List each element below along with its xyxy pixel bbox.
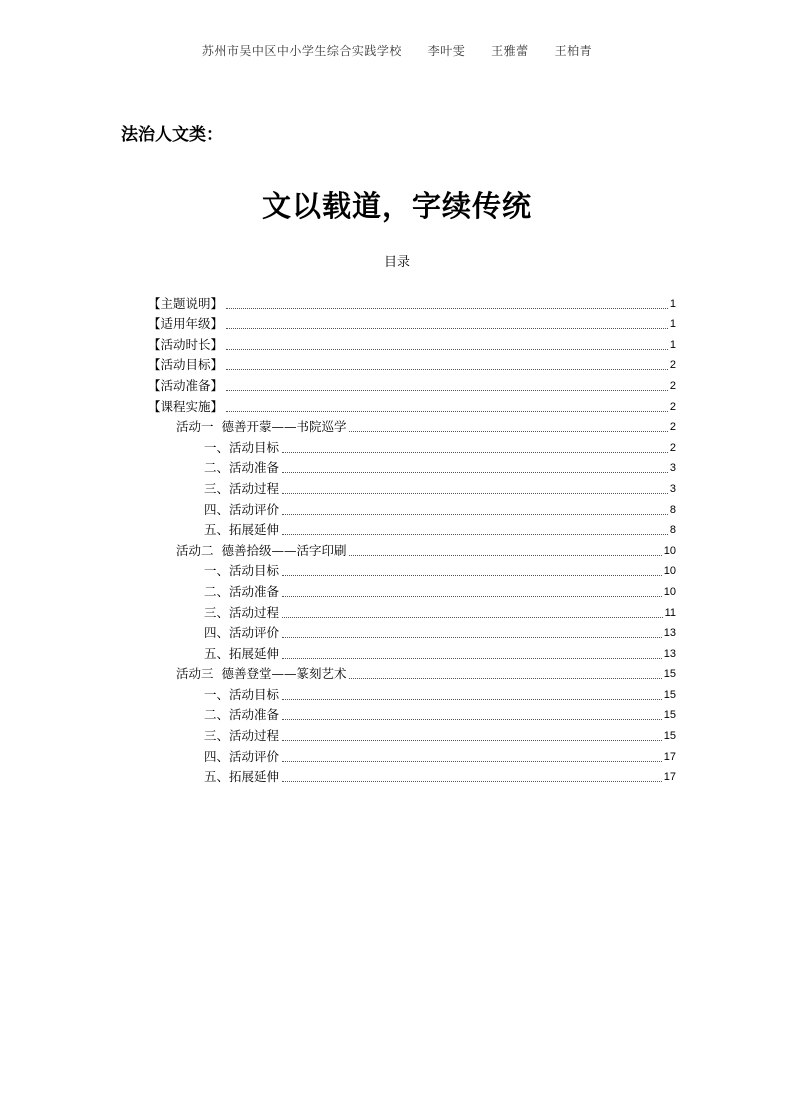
toc-entry-page: 2 xyxy=(669,379,676,392)
toc-entry[interactable] xyxy=(148,354,676,375)
toc-leader-dots xyxy=(226,410,668,412)
toc-entry[interactable] xyxy=(148,642,676,663)
toc-entry-page: 1 xyxy=(669,318,676,331)
toc-entry-page: 1 xyxy=(669,297,676,310)
toc-leader-dots xyxy=(282,780,662,782)
toc-entry[interactable] xyxy=(148,313,676,334)
toc-entry-page: 2 xyxy=(669,359,676,372)
toc-entry[interactable] xyxy=(148,560,676,581)
toc-entry[interactable] xyxy=(148,395,676,416)
toc-leader-dots xyxy=(282,657,662,659)
toc-entry-label: 【活动目标】 xyxy=(148,357,224,373)
toc-leader-dots xyxy=(226,348,668,350)
toc-entry-label: 活动三 德善登堂——篆刻艺术 xyxy=(176,666,347,682)
toc-entry-label: 五、拓展延伸 xyxy=(204,522,280,538)
toc-entry-page: 15 xyxy=(663,709,676,722)
page-header: 苏州市吴中区中小学生综合实践学校 李叶雯 王雅蕾 王柏青 xyxy=(201,44,593,58)
toc-entry[interactable] xyxy=(148,580,676,601)
toc-entry-label: 一、活动目标 xyxy=(204,439,280,455)
toc-entry-page: 8 xyxy=(669,503,676,516)
toc-entry-label: 【活动准备】 xyxy=(148,377,224,393)
toc-leader-dots xyxy=(349,677,661,679)
toc-leader-dots xyxy=(282,471,668,473)
toc-entry[interactable] xyxy=(148,519,676,540)
toc-leader-dots xyxy=(282,513,668,515)
toc-leader-dots xyxy=(282,698,662,700)
toc-leader-dots xyxy=(226,368,668,370)
toc-entry[interactable] xyxy=(148,333,676,354)
toc-leader-dots xyxy=(282,636,662,638)
toc-entry-label: 五、拓展延伸 xyxy=(204,769,280,785)
toc-entry-page: 3 xyxy=(669,482,676,495)
toc-entry[interactable] xyxy=(148,601,676,622)
toc-entry-label: 二、活动准备 xyxy=(204,707,280,723)
toc-entry[interactable] xyxy=(148,704,676,725)
toc-entry[interactable] xyxy=(148,683,676,704)
toc-leader-dots xyxy=(226,389,668,391)
toc-entry-page: 2 xyxy=(669,400,676,413)
toc-entry-page: 1 xyxy=(669,338,676,351)
toc-entry[interactable] xyxy=(148,663,676,684)
toc-entry-label: 三、活动过程 xyxy=(204,728,280,744)
toc-entry-page: 13 xyxy=(663,647,676,660)
table-of-contents xyxy=(148,292,676,786)
toc-entry-label: 五、拓展延伸 xyxy=(204,645,280,661)
toc-leader-dots xyxy=(282,595,662,597)
toc-entry[interactable] xyxy=(148,436,676,457)
toc-entry-page: 10 xyxy=(663,585,676,598)
toc-entry-page: 2 xyxy=(669,421,676,434)
toc-entry[interactable] xyxy=(148,766,676,787)
toc-entry[interactable] xyxy=(148,457,676,478)
toc-leader-dots xyxy=(282,739,662,741)
toc-entry[interactable] xyxy=(148,622,676,643)
toc-leader-dots xyxy=(349,430,667,432)
toc-entry[interactable] xyxy=(148,374,676,395)
category-label: 法治人文类： xyxy=(121,125,223,145)
toc-entry-label: 一、活动目标 xyxy=(204,686,280,702)
toc-entry-label: 二、活动准备 xyxy=(204,583,280,599)
toc-entry-label: 四、活动评价 xyxy=(204,748,280,764)
toc-leader-dots xyxy=(282,760,662,762)
toc-entry-label: 【课程实施】 xyxy=(148,398,224,414)
toc-leader-dots xyxy=(282,616,663,618)
toc-leader-dots xyxy=(282,451,668,453)
toc-entry[interactable] xyxy=(148,477,676,498)
toc-leader-dots xyxy=(282,718,662,720)
toc-entry-page: 15 xyxy=(663,688,676,701)
toc-entry-label: 【适用年级】 xyxy=(148,316,224,332)
toc-entry-page: 10 xyxy=(663,565,676,578)
toc-entry-page: 15 xyxy=(663,730,676,743)
toc-entry-page: 10 xyxy=(663,544,676,557)
toc-entry-label: 【活动时长】 xyxy=(148,336,224,352)
toc-entry-label: 活动一 德善开蒙——书院巡学 xyxy=(176,419,347,435)
toc-entry-label: 三、活动过程 xyxy=(204,480,280,496)
toc-entry-page: 3 xyxy=(669,462,676,475)
toc-leader-dots xyxy=(282,533,668,535)
toc-entry-page: 17 xyxy=(663,750,676,763)
toc-leader-dots xyxy=(226,327,668,329)
toc-entry-page: 17 xyxy=(663,771,676,784)
toc-entry[interactable] xyxy=(148,539,676,560)
toc-entry[interactable] xyxy=(148,416,676,437)
toc-entry[interactable] xyxy=(148,498,676,519)
toc-entry-label: 【主题说明】 xyxy=(148,295,224,311)
toc-leader-dots xyxy=(226,307,668,309)
toc-entry-page: 11 xyxy=(664,606,676,619)
toc-entry-label: 活动二 德善拾级——活字印刷 xyxy=(176,542,347,558)
toc-entry[interactable] xyxy=(148,292,676,313)
toc-entry-label: 四、活动评价 xyxy=(204,501,280,517)
toc-entry[interactable] xyxy=(148,745,676,766)
toc-leader-dots xyxy=(349,554,661,556)
toc-leader-dots xyxy=(282,574,662,576)
toc-entry-label: 二、活动准备 xyxy=(204,460,280,476)
toc-entry-label: 四、活动评价 xyxy=(204,625,280,641)
toc-entry-page: 2 xyxy=(669,441,676,454)
toc-entry-label: 三、活动过程 xyxy=(204,604,280,620)
toc-entry-page: 15 xyxy=(663,668,676,681)
toc-entry-page: 13 xyxy=(663,627,676,640)
document-title: 文以载道，字续传统 xyxy=(261,189,532,223)
toc-heading: 目录 xyxy=(383,255,410,270)
toc-entry-page: 8 xyxy=(669,524,676,537)
toc-leader-dots xyxy=(282,492,668,494)
toc-entry[interactable] xyxy=(148,724,676,745)
toc-entry-label: 一、活动目标 xyxy=(204,563,280,579)
